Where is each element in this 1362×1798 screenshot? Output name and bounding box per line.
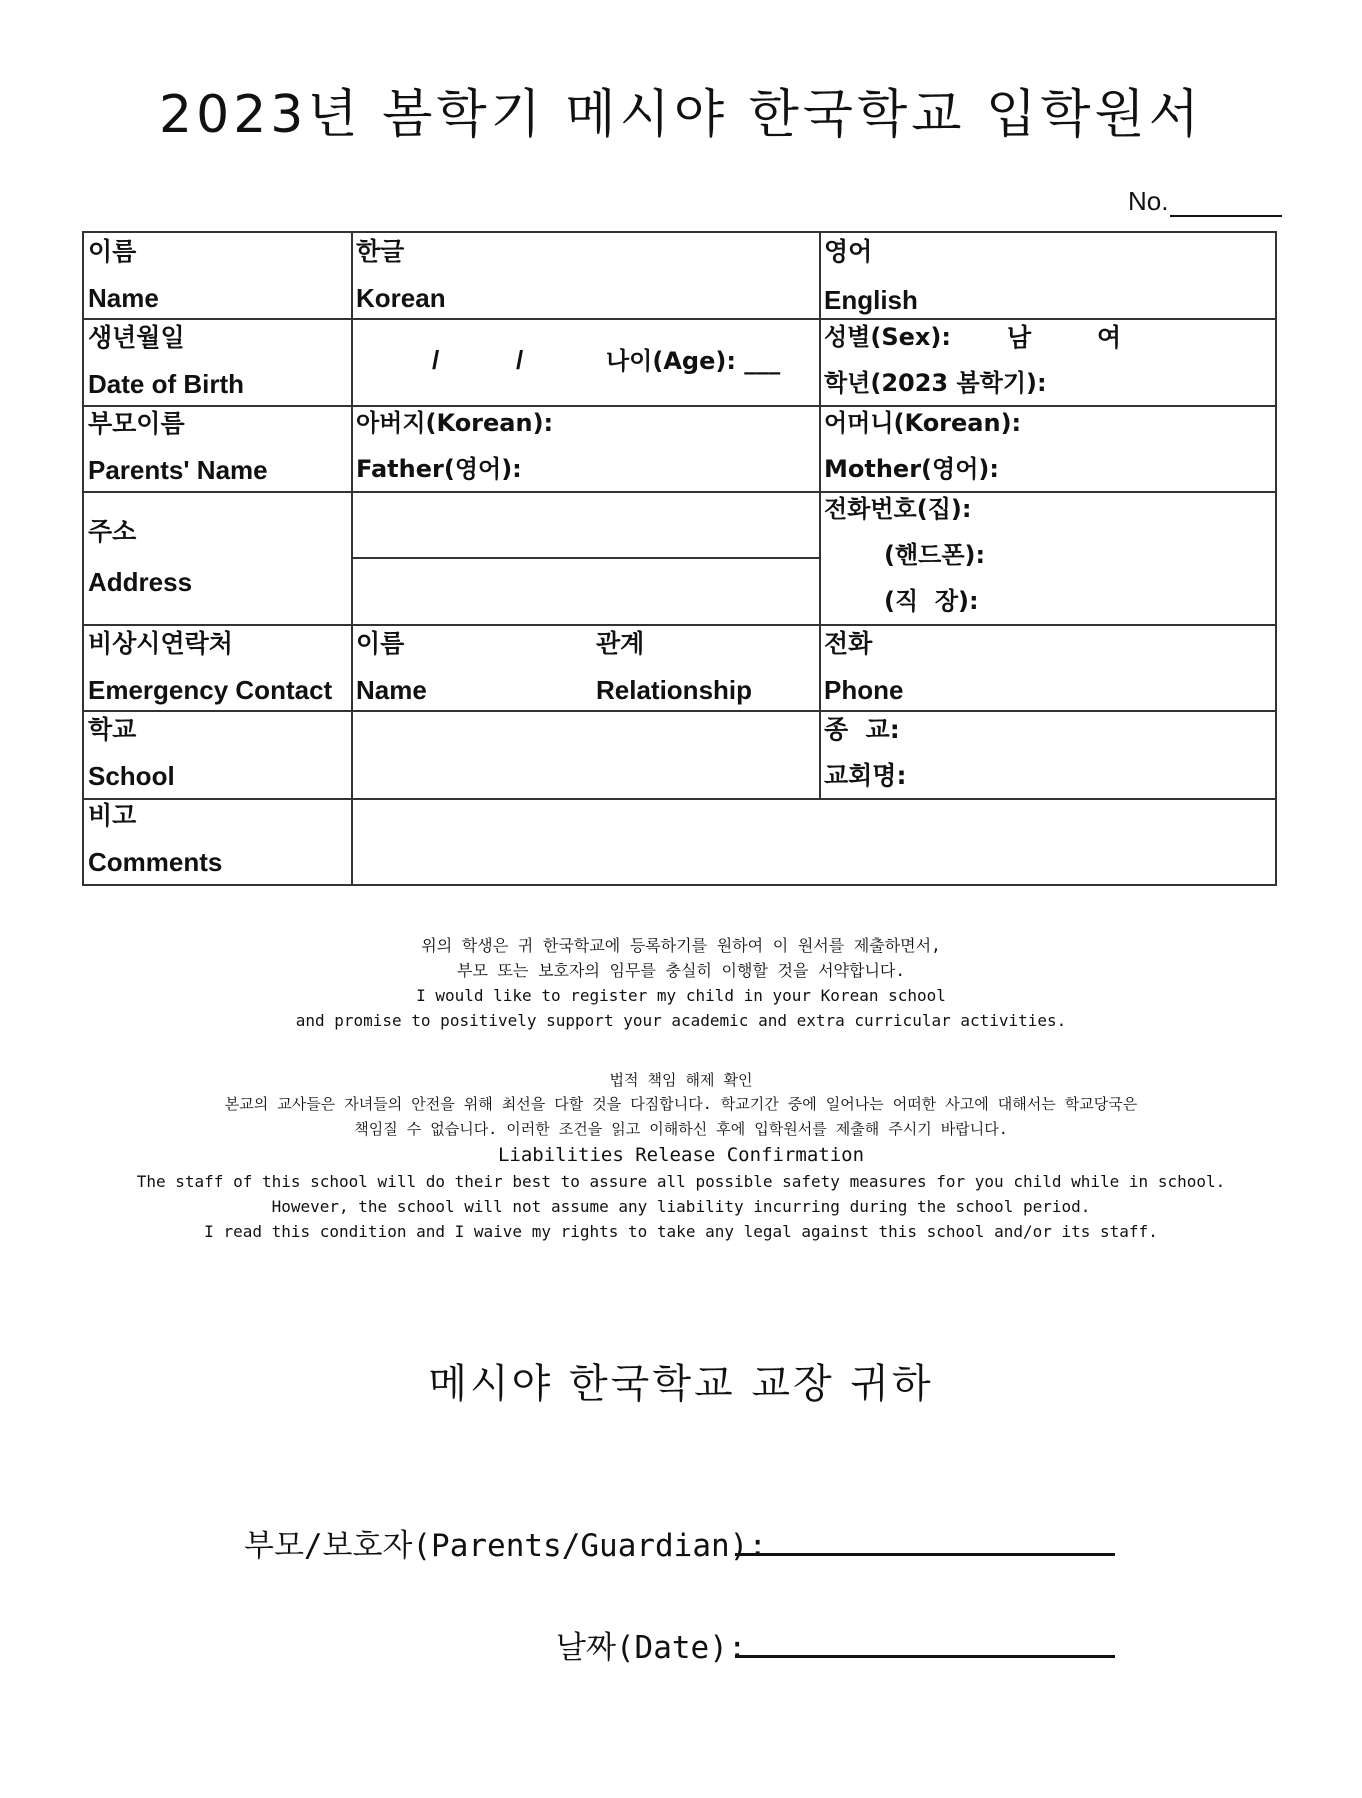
liability-text-en-1: The staff of this school will do their best to assure all possible safety measures for you child while in school. — [136, 1172, 1226, 1191]
mother-korean-label: 어머니(Korean): — [824, 409, 1022, 437]
liability-text-ko-1: 본교의 교사들은 자녀들의 안전을 위해 최선을 다할 것을 다짐합니다. 학교기간 중에 일어나는 어떠한 사고에 대해서는 학교당국은 — [224, 1095, 1138, 1113]
school-field[interactable] — [354, 713, 817, 796]
application-number[interactable] — [1128, 186, 1282, 217]
page-title: 2023년 봄학기 메시야 한국학교 입학원서 — [159, 85, 1203, 145]
col-divider — [351, 233, 353, 884]
emergency-label-ko: 비상시연락처 — [88, 629, 233, 658]
sex-label: 성별(Sex): — [824, 323, 951, 351]
date-slash-1: / — [432, 345, 440, 375]
father-korean-label: 아버지(Korean): — [356, 409, 554, 437]
pledge-line-en-1: I would like to register my child in your Korean school — [416, 986, 946, 1005]
emergency-label-en: Emergency Contact — [88, 675, 333, 705]
korean-name-label-en: Korean — [356, 283, 446, 313]
birth-label-en: Date of Birth — [88, 369, 244, 399]
liability-text-en-3: I read this condition and I waive my rights to take any legal against this school and/or its staff. — [204, 1222, 1158, 1241]
liability-title-ko: 법적 책임 해제 확인 — [609, 1071, 753, 1089]
date-label: 날짜(Date): — [556, 1630, 747, 1666]
name-label-ko: 이름 — [88, 237, 137, 266]
relationship-label-ko: 관계 — [596, 629, 645, 658]
row-divider — [84, 798, 1275, 800]
number-label: No. — [1128, 186, 1169, 216]
number-blank[interactable] — [1170, 214, 1282, 217]
row-divider — [84, 318, 1275, 320]
emergency-phone-label-en: Phone — [824, 675, 904, 705]
age-field[interactable]: 나이(Age): ___ — [606, 347, 781, 375]
address-label-ko: 주소 — [88, 517, 137, 546]
sex-option-female[interactable]: 여 — [1097, 323, 1122, 352]
parents-label-ko: 부모이름 — [88, 409, 185, 438]
sex-option-male[interactable]: 남 — [1007, 323, 1032, 352]
guardian-signature-line[interactable] — [735, 1553, 1115, 1556]
grade-label: 학년(2023 봄학기): — [824, 369, 1047, 397]
pledge-line-ko-1: 위의 학생은 귀 한국학교에 등록하기를 원하여 이 원서를 제출하면서, — [421, 936, 941, 955]
row-divider — [84, 624, 1275, 626]
liability-title-en: Liabilities Release Confirmation — [497, 1144, 865, 1166]
addressee-principal: 메시야 한국학교 교장 귀하 — [428, 1361, 934, 1407]
work-phone-label: (직 장): — [884, 587, 979, 615]
date-slash-2: / — [516, 345, 524, 375]
address-label-en: Address — [88, 567, 193, 597]
emergency-name-label-ko: 이름 — [356, 629, 405, 658]
church-label: 교회명: — [824, 761, 907, 790]
comments-field[interactable] — [354, 801, 1272, 883]
home-phone-label: 전화번호(집): — [824, 495, 972, 523]
address-line-1[interactable] — [354, 493, 817, 556]
liability-text-ko-2: 책임질 수 없습니다. 이러한 조건을 읽고 이해하신 후에 입학원서를 제출해 주시기 바랍니다. — [354, 1120, 1008, 1138]
parents-label-en: Parents' Name — [88, 455, 268, 485]
english-name-label-ko: 영어 — [824, 237, 873, 266]
row-divider — [84, 710, 1275, 712]
date-line[interactable] — [735, 1655, 1115, 1658]
religion-label: 종 교: — [824, 715, 900, 744]
comments-label-ko: 비고 — [88, 801, 137, 830]
mother-english-label: Mother(영어): — [824, 455, 999, 483]
name-label-en: Name — [88, 283, 159, 313]
relationship-label-en: Relationship — [596, 675, 753, 705]
korean-name-label-ko: 한글 — [356, 237, 405, 266]
english-name-label-en: English — [824, 285, 918, 315]
pledge-line-en-2: and promise to positively support your academic and extra curricular activities. — [295, 1011, 1067, 1030]
row-divider — [84, 405, 1275, 407]
emergency-phone-label-ko: 전화 — [824, 629, 873, 658]
school-label-en: School — [88, 761, 175, 791]
address-line-2[interactable] — [354, 559, 817, 622]
birth-label-ko: 생년월일 — [88, 323, 185, 352]
guardian-signature-label: 부모/보호자(Parents/Guardian): — [244, 1528, 768, 1564]
cell-phone-label: (핸드폰): — [884, 541, 986, 569]
col-divider — [819, 233, 821, 798]
father-english-label: Father(영어): — [356, 455, 522, 483]
comments-label-en: Comments — [88, 847, 223, 877]
application-form-table — [82, 231, 1277, 886]
liability-text-en-2: However, the school will not assume any liability incurring during the school period. — [271, 1197, 1091, 1216]
school-label-ko: 학교 — [88, 715, 137, 744]
emergency-name-label-en: Name — [356, 675, 427, 705]
pledge-line-ko-2: 부모 또는 보호자의 임무를 충실히 이행할 것을 서약합니다. — [456, 961, 905, 980]
